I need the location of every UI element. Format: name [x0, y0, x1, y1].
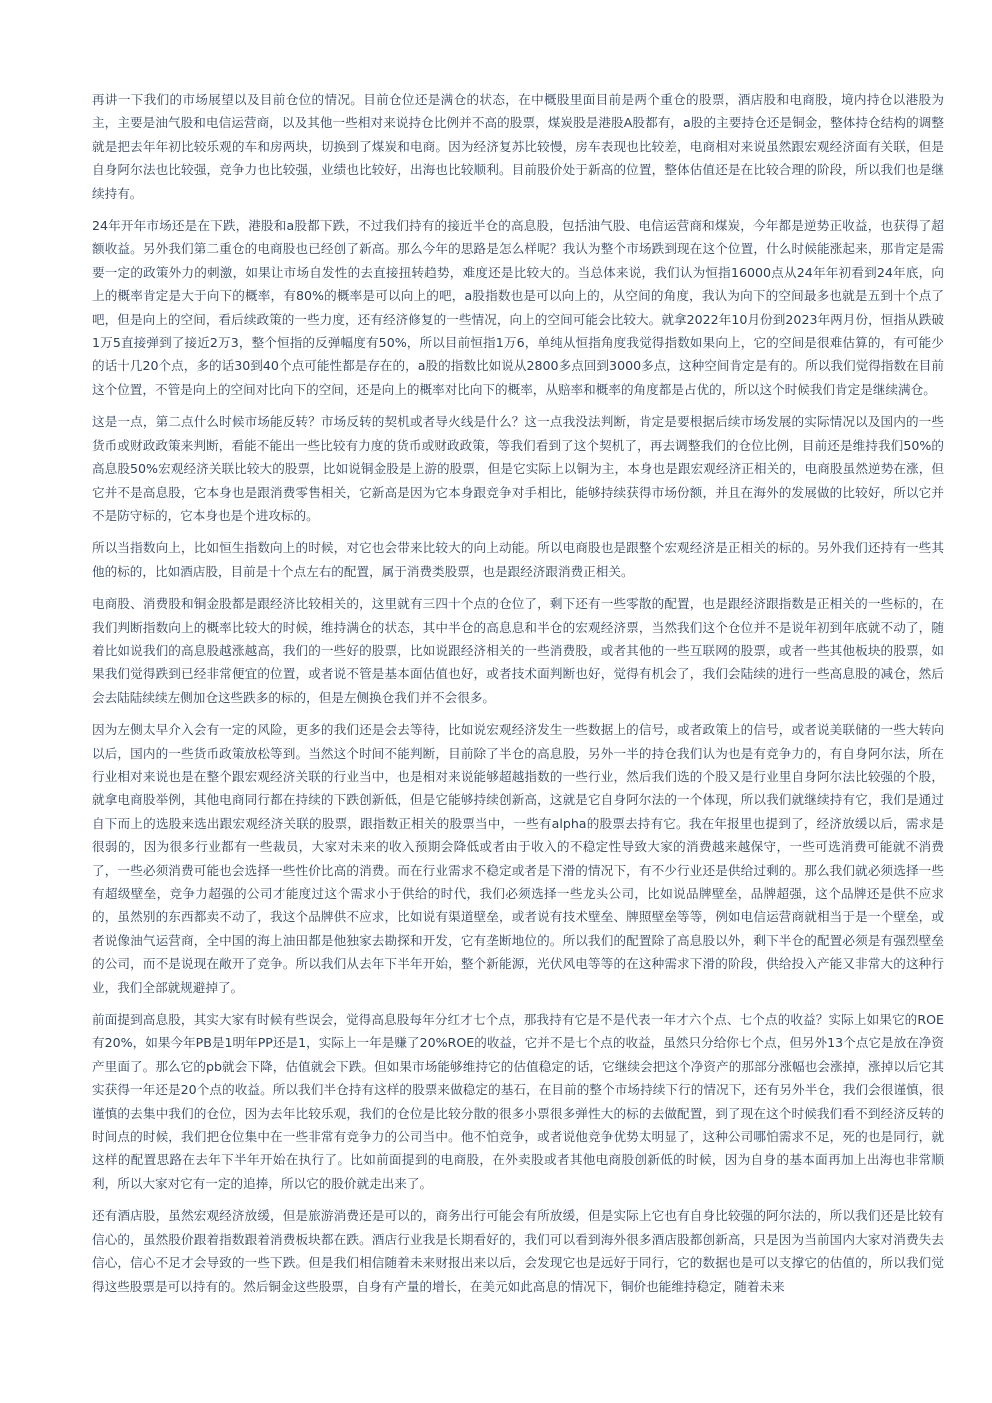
- paragraph-5: 电商股、消费股和铜金股都是跟经济比较相关的，这里就有三四十个点的仓位了，剩下还有一些零散的配置，也是跟经济跟指数是正相关的一些标的，在我们判断指数向上的概率比较大的时候，维持满仓的状态，其中半仓的高息息和半仓的宏观经济票，当然我们这个仓位并不是说年初到年底就不动了，随着比如说我们的高息股越涨越高，我们的一些好的股票，比如说跟经济相关的一些消费股，或者其他的一些互联网的股票，或者一些其他板块的股票，如果我们觉得跌到已经非常便宜的位置，或者说不管是基本面估值也好，或者技术面判断也好，觉得有机会了，我们会陆续的进行一些高息股的减仓，然后会去陆陆续续左侧加仓这些跌多的标的，但是左侧换仓我们并不会很多。: [92, 596, 944, 705]
- paragraph-3: 这是一点，第二点什么时候市场能反转？市场反转的契机或者导火线是什么？这一点我没法判断，肯定是要根据后续市场发展的实际情况以及国内的一些货币或财政政策来判断，看能不能出一些比较有力度的货币或财政政策，等我们看到了这个契机了，再去调整我们的仓位比例，目前还是维持我们50%的高息股50%宏观经济关联比较大的股票，比如说铜金股是上游的股票，但是它实际上以铜为主，本身也是跟宏观经济正相关的，电商股虽然逆势在涨，但它并不是高息股，它本身也是跟消费零售相关，它新高是因为它本身跟竞争对手相比，能够持续获得市场份额，并且在海外的发展做的比较好，所以它并不是防守标的，它本身也是个进攻标的。: [92, 414, 944, 523]
- paragraph-1: 再讲一下我们的市场展望以及目前仓位的情况。目前仓位还是满仓的状态，在中概股里面目前是两个重仓的股票，酒店股和电商股，境内持仓以港股为主，主要是油气股和电信运营商，以及其他一些相对来说持仓比例并不高的股票，煤炭股是港股A股都有，a股的主要持仓还是铜金，整体持仓结构的调整就是把去年年初比较乐观的车和房两块，切换到了煤炭和电商。因为经济复苏比较慢，房车表现也比较差，电商相对来说虽然跟宏观经济面有关联，但是自身阿尔法也比较强，竞争力也比较强，业绩也比较好，出海也比较顺利。目前股价处于新高的位置，整体估值还是在比较合理的阶段，所以我们也是继续持有。: [92, 92, 944, 201]
- paragraph-4: 所以当指数向上，比如恒生指数向上的时候，对它也会带来比较大的向上动能。所以电商股也是跟整个宏观经济是正相关的标的。另外我们还持有一些其他的标的，比如酒店股，目前是十个点左右的配置，属于消费类股票，也是跟经济跟消费正相关。: [92, 540, 944, 579]
- document-body: [92, 88, 944, 1307]
- paragraph-6: 因为左侧太早介入会有一定的风险，更多的我们还是会去等待，比如说宏观经济发生一些数据上的信号，或者政策上的信号，或者说美联储的一些大转向以后，国内的一些货币政策放松等到。当然这个时间不能判断，目前除了半仓的高息股，另外一半的持仓我们认为也是有竞争力的，有自身阿尔法，所在行业相对来说也是在整个跟宏观经济关联的行业当中，也是相对来说能够超越指数的一些行业，然后我们选的个股又是行业里自身阿尔法比较强的个股，就拿电商股举例，其他电商同行都在持续的下跌创新低，但是它能够持续创新高，这就是它自身阿尔法的一个体现，所以我们就继续持有它，我们是通过自下而上的选股来选出跟宏观经济关联的股票，跟指数正相关的股票当中，一些有alpha的股票去持有它。我在年报里也提到了，经济放缓以后，需求是很弱的，因为很多行业都有一些裁员，大家对未来的收入预期会降低或者由于收入的不稳定性导致大家的消费越来越保守，一些可选消费可能就不消费了，一些必须消费可能也会选择一些性价比高的消费。而在行业需求不稳定或者是下滑的情况下，有不少行业还是供给过剩的。那么我们就必须选择一些有超级壁垒，竞争力超强的公司才能度过这个需求小于供给的时代，我们必须选择一些龙头公司，比如说品牌壁垒，品牌超强，这个品牌还是供不应求的，虽然别的东西都卖不动了，我这个品牌供不应求，比如说有渠道壁垒，或者说有技术壁垒、牌照壁垒等等，例如电信运营商就相当于是一个壁垒，或者说像油气运营商，全中国的海上油田都是他独家去勘探和开发，它有垄断地位的。所以我们的配置除了高息股以外，剩下半仓的配置必须是有强烈壁垒的公司，而不是说现在敞开了竞争。所以我们从去年下半年开始，整个新能源，光伏风电等等的在这种需求下滑的阶段，供给投入产能又非常大的这种行业，我们全部就规避掉了。: [92, 722, 944, 995]
- paragraph-8: 还有酒店股，虽然宏观经济放缓，但是旅游消费还是可以的，商务出行可能会有所放缓，但是实际上它也有自身比较强的阿尔法的，所以我们还是比较有信心的，虽然股价跟着指数跟着消费板块都在跌。酒店行业我是长期看好的，我们可以看到海外很多酒店股都创新高，只是因为当前国内大家对消费失去信心，信心不足才会导致的一些下跌。但是我们相信随着未来财报出来以后，会发现它也是远好于同行，它的数据也是可以支撑它的估值的，所以我们觉得这些股票是可以持有的。然后铜金这些股票，自身有产量的增长，在美元如此高息的情况下，铜价也能维持稳定，随着未来: [92, 1208, 944, 1294]
- paragraph-2: 24年开年市场还是在下跌，港股和a股都下跌，不过我们持有的接近半仓的高息股，包括油气股、电信运营商和煤炭，今年都是逆势正收益，也获得了超额收益。另外我们第二重仓的电商股也已经创了新高。那么今年的思路是怎么样呢？我认为整个市场跌到现在这个位置，什么时候能涨起来，那肯定是需要一定的政策外力的刺激，如果让市场自发性的去直接扭转趋势，难度还是比较大的。当总体来说，我们认为恒指16000点从24年年初看到24年底，向上的概率肯定是大于向下的概率，有80%的概率是可以向上的吧，a股指数也是可以向上的，从空间的角度，我认为向下的空间最多也就是五到十个点了吧，但是向上的空间，看后续政策的一些力度，还有经济修复的一些情况，向上的空间可能会比较大。就拿2022年10月份到2023年两月份，恒指从跌破1万5直接弹到了接近2万3，整个恒指的反弹幅度有50%，所以目前恒指1万6，单纯从恒指角度我觉得指数如果向上，它的空间是很难估算的，有可能少的话十几20个点，多的话30到40个点可能性都是存在的，a股的指数比如说从2800多点回到3000多点，这种空间肯定是有的。所以我们觉得指数在目前这个位置，不管是向上的空间对比向下的空间，还是向上的概率对比向下的概率，从赔率和概率的角度都是占优的，所以这个时候我们肯定是继续满仓。: [92, 218, 944, 397]
- paragraph-7: 前面提到高息股，其实大家有时候有些误会，觉得高息股每年分红才七个点，那我持有它是不是代表一年才六个点、七个点的收益？实际上如果它的ROE有20%，如果今年PB是1明年PP还是1，实际上一年是赚了20%ROE的收益，它并不是七个点的收益，虽然只分给你七个点，但另外13个点它是放在净资产里面了。那么它的pb就会下降，估值就会下跌。但如果市场能够维持它的估值稳定的话，它继续会把这个净资产的那部分涨幅也会涨掉，涨掉以后它其实获得一年还是20个点的收益。所以我们半仓持有这样的股票来做稳定的基石，在目前的整个市场持续下行的情况下，还有另外半仓，我们会很谨慎，很谨慎的去集中我们的仓位，因为去年比较乐观，我们的仓位是比较分散的很多小票很多弹性大的标的去做配置，到了现在这个时候我们看不到经济反转的时间点的时候，我们把仓位集中在一些非常有竞争力的公司当中。他不怕竞争，或者说他竞争优势太明显了，这种公司哪怕需求不足，死的也是同行，就这样的配置思路在去年下半年开始在执行了。比如前面提到的电商股，在外卖股或者其他电商股创新低的时候，因为自身的基本面再加上出海也非常顺利，所以大家对它有一定的追捧，所以它的股价就走出来了。: [92, 1012, 944, 1191]
